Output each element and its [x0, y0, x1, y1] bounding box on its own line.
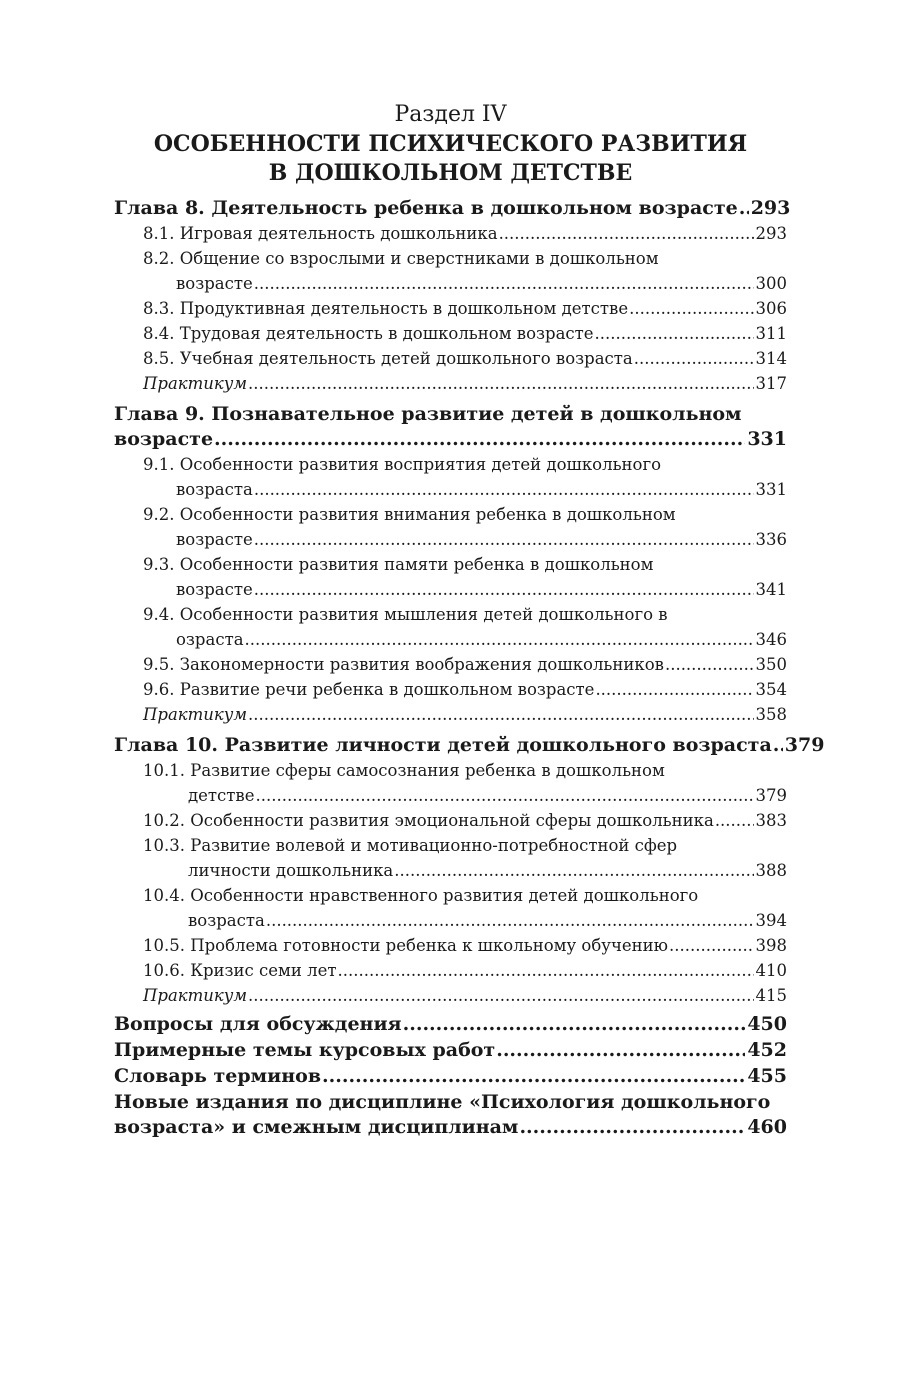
dot-leader: [254, 271, 754, 296]
entry-label-line1: 10.1. Развитие сферы самосознания ребенка в дошкольном: [143, 761, 665, 780]
dot-leader: [669, 933, 753, 958]
toc-entry-chapter-9[interactable]: [114, 402, 787, 452]
entry-label-line2: возрасте: [176, 530, 253, 549]
page-number: 379: [755, 786, 787, 805]
toc-entry-8-3[interactable]: [114, 296, 787, 321]
toc-entry-9-1[interactable]: [114, 452, 787, 502]
toc-page: [114, 100, 825, 1140]
entry-continuation: [114, 627, 787, 652]
entry-label: 8.1. Игровая деятельность дошкольника: [143, 224, 498, 243]
chapter-10: [114, 733, 825, 1008]
page-number: 394: [755, 911, 787, 930]
dot-leader: [403, 1012, 746, 1037]
toc-entry-8-1[interactable]: [114, 221, 787, 246]
dot-leader: [595, 677, 753, 702]
entry-label: 8.3. Продуктивная деятельность в дошкольном детстве: [143, 299, 629, 318]
entry-label: Практикум: [143, 705, 248, 724]
toc-entry-9-4[interactable]: [114, 602, 787, 652]
page-number: 311: [755, 324, 787, 343]
entry-label-line1: 9.1. Особенности развития восприятия детей дошкольного: [143, 455, 662, 474]
dot-leader: [245, 627, 754, 652]
entry-continuation: [114, 527, 787, 552]
entry-label: Практикум: [143, 374, 248, 393]
entry-label: Глава 10. Развитие личности детей дошкольного возраста: [114, 734, 772, 756]
toc-entry-8-practicum[interactable]: [114, 371, 787, 396]
entry-label-line2: возрасте: [176, 580, 253, 599]
dot-leader: [665, 652, 754, 677]
toc-entry-new-editions[interactable]: [114, 1090, 787, 1140]
dot-leader: [254, 477, 754, 502]
dot-leader: [715, 808, 754, 833]
entry-label-line2: возрасте: [176, 274, 253, 293]
entry-continuation: [114, 783, 787, 808]
entry-label-line2: возрасте: [114, 428, 214, 450]
page-number: 331: [747, 428, 787, 450]
section-subtitle-line2: В ДОШКОЛЬНОМ ДЕТСТВЕ: [268, 160, 633, 186]
entry-continuation: [114, 271, 787, 296]
page-number: 350: [755, 655, 787, 674]
dot-leader: [254, 577, 754, 602]
entry-label-line2: детстве: [188, 786, 255, 805]
entry-label-line1: 10.3. Развитие волевой и мотивационно-потребностной сфер: [143, 836, 678, 855]
entry-label: 8.5. Учебная деятельность детей дошкольного возраста: [143, 349, 633, 368]
dot-leader: [248, 702, 753, 727]
page-number: 346: [755, 630, 787, 649]
entry-label: Примерные темы курсовых работ: [114, 1039, 496, 1061]
page-number: 293: [755, 224, 787, 243]
entry-continuation: [114, 1115, 787, 1140]
entry-label-line1: Новые издания по дисциплине «Психология дошкольного: [114, 1091, 771, 1113]
entry-label-line2: возраста: [176, 480, 253, 499]
page-number: 415: [755, 986, 787, 1005]
entry-label-line2: личности дошкольника: [188, 861, 394, 880]
entry-continuation: [114, 427, 787, 452]
dot-leader: [266, 908, 754, 933]
dot-leader: [496, 1038, 745, 1063]
entry-label: 8.4. Трудовая деятельность в дошкольном возрасте: [143, 324, 594, 343]
dot-leader: [634, 346, 754, 371]
dot-leader: [773, 733, 783, 758]
page-number: 336: [755, 530, 787, 549]
chapter-9: [114, 402, 787, 727]
entry-label-line2: возраста» и смежным дисциплинам: [114, 1116, 519, 1138]
toc-entry-10-2[interactable]: [114, 808, 787, 833]
entry-label: Практикум: [143, 986, 248, 1005]
entry-label-line1: Глава 9. Познавательное развитие детей в дошкольном: [114, 403, 742, 425]
page-number: 317: [755, 374, 787, 393]
section-subtitle-line1: ОСОБЕННОСТИ ПСИХИЧЕСКОГО РАЗВИТИЯ: [153, 131, 748, 157]
page-number: 331: [755, 480, 787, 499]
toc-entry-8-2[interactable]: [114, 246, 787, 296]
entry-label-line2: возраста: [188, 911, 265, 930]
dot-leader: [214, 427, 745, 452]
page-number: 450: [747, 1013, 787, 1035]
dot-leader: [254, 527, 754, 552]
dot-leader: [255, 783, 753, 808]
page-number: 300: [755, 274, 787, 293]
toc-entry-course-topics[interactable]: [114, 1038, 787, 1063]
end-matter: [114, 1012, 787, 1140]
page-number: 452: [747, 1039, 787, 1061]
entry-label-line2: озраста: [176, 630, 244, 649]
dot-leader: [629, 296, 753, 321]
dot-leader: [739, 196, 749, 221]
entry-continuation: [114, 858, 787, 883]
page-number: 293: [750, 197, 791, 219]
entry-continuation: [114, 477, 787, 502]
section-header: [114, 100, 787, 188]
toc-entry-9-2[interactable]: [114, 502, 787, 552]
page-number: 383: [755, 811, 787, 830]
entry-label: Словарь терминов: [114, 1065, 322, 1087]
section-title: Раздел IV: [394, 102, 507, 127]
page-number: 410: [755, 961, 787, 980]
entry-label: 10.5. Проблема готовности ребенка к школьному обучению: [143, 936, 669, 955]
toc-entry-10-4[interactable]: [114, 883, 787, 933]
toc-entry-10-5[interactable]: [114, 933, 787, 958]
dot-leader: [499, 221, 754, 246]
dot-leader: [248, 371, 753, 396]
entry-label-line1: 9.4. Особенности развития мышления детей дошкольного в: [143, 605, 668, 624]
dot-leader: [248, 983, 753, 1008]
dot-leader: [322, 1064, 745, 1089]
toc-entry-questions[interactable]: [114, 1012, 787, 1037]
entry-label-line1: 10.4. Особенности нравственного развития детей дошкольного: [143, 886, 699, 905]
entry-label: 10.2. Особенности развития эмоциональной сферы дошкольника: [143, 811, 714, 830]
page-number: 314: [755, 349, 787, 368]
entry-continuation: [114, 577, 787, 602]
page-number: 460: [747, 1116, 787, 1138]
page-number: 354: [755, 680, 787, 699]
toc-entry-10-3[interactable]: [114, 833, 787, 883]
entry-label-line1: 9.2. Особенности развития внимания ребенка в дошкольном: [143, 505, 676, 524]
toc-entry-9-practicum[interactable]: [114, 702, 787, 727]
page-number: 455: [747, 1065, 787, 1087]
page-number: 358: [755, 705, 787, 724]
page-number: 398: [755, 936, 787, 955]
toc-entry-chapter-8[interactable]: [114, 196, 791, 221]
toc-entry-glossary[interactable]: [114, 1064, 787, 1089]
toc-entry-10-1[interactable]: [114, 758, 787, 808]
dot-leader: [338, 958, 754, 983]
dot-leader: [519, 1115, 745, 1140]
entry-label-line1: 8.2. Общение со взрослыми и сверстниками в дошкольном: [143, 249, 659, 268]
entry-label: 9.6. Развитие речи ребенка в дошкольном возрасте: [143, 680, 595, 699]
page-number: 306: [755, 299, 787, 318]
entry-continuation: [114, 908, 787, 933]
entry-label-line1: 9.3. Особенности развития памяти ребенка в дошкольном: [143, 555, 654, 574]
toc-entry-10-6[interactable]: [114, 958, 787, 983]
toc-entry-8-5[interactable]: [114, 346, 787, 371]
dot-leader: [595, 321, 754, 346]
toc-entry-chapter-10[interactable]: [114, 733, 825, 758]
entry-label: Вопросы для обсуждения: [114, 1013, 402, 1035]
toc-entry-10-practicum[interactable]: [114, 983, 787, 1008]
page-number: 379: [784, 734, 825, 756]
toc-entry-9-3[interactable]: [114, 552, 787, 602]
entry-label: 10.6. Кризис семи лет: [143, 961, 337, 980]
entry-label: Глава 8. Деятельность ребенка в дошкольном возрасте: [114, 197, 738, 219]
chapter-8: [114, 196, 791, 396]
dot-leader: [394, 858, 753, 883]
entry-label: 9.5. Закономерности развития воображения дошкольников: [143, 655, 664, 674]
page-number: 341: [755, 580, 787, 599]
page-number: 388: [755, 861, 787, 880]
toc-entry-8-4[interactable]: [114, 321, 787, 346]
toc-entry-9-6[interactable]: [114, 677, 787, 702]
toc-entry-9-5[interactable]: [114, 652, 787, 677]
